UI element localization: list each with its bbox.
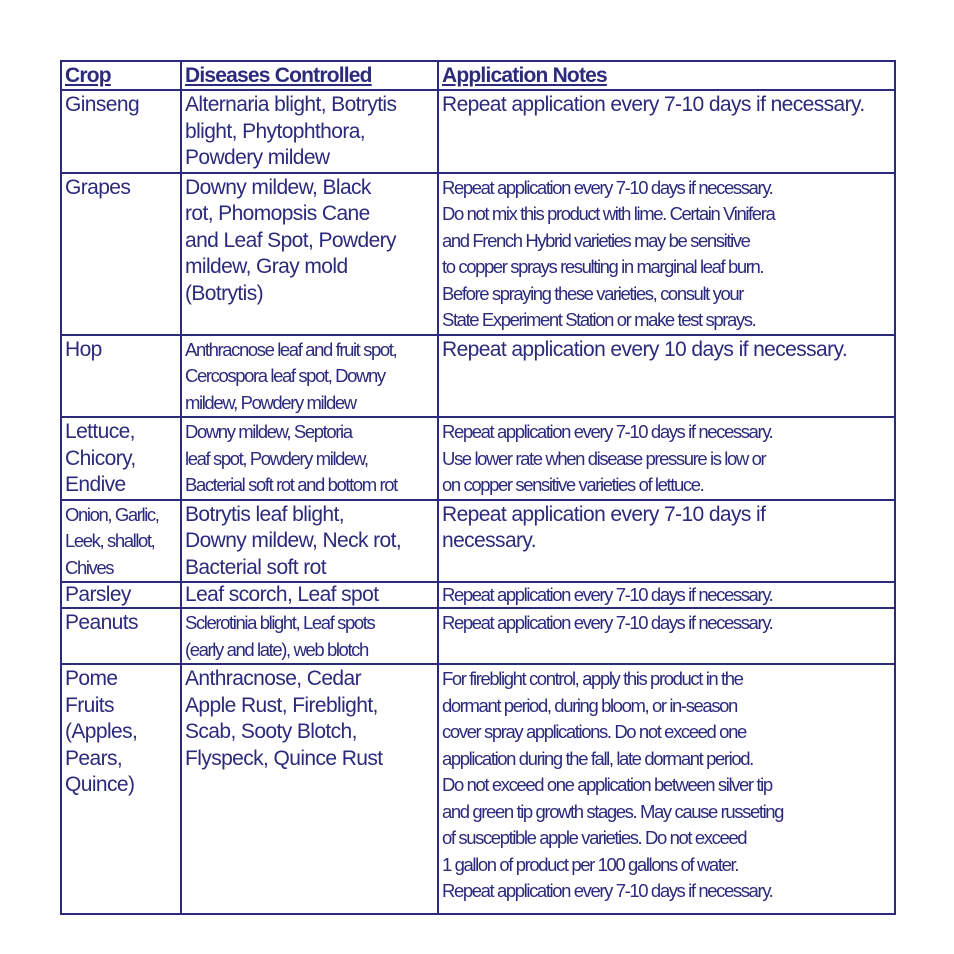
crop-cell: Parsley [61,582,181,608]
notes-cell: Repeat application every 7-10 days if necessary. [438,582,895,608]
table-header-row [61,61,895,90]
column-header-crop: Crop [61,61,181,90]
table-row [61,500,895,583]
column-header-diseases: Diseases Controlled [181,61,438,90]
table-row [61,608,895,664]
diseases-cell: Leaf scorch, Leaf spot [181,582,438,608]
crop-cell: Lettuce, Chicory, Endive [61,417,181,500]
diseases-cell: Downy mildew, Black rot, Phomopsis Cane and Leaf Spot, Powdery mildew, Gray mold (Botrytis) [181,173,438,335]
notes-cell: Repeat application every 7-10 days if necessary. Do not mix this product with lime. Certain Vinifera and French Hybrid varieties may be sensitive to copper sprays resulting in marginal leaf burn. Before spraying these varieties, consult your State Experiment Station or make test sprays. [438,173,895,335]
crop-cell: Grapes [61,173,181,335]
diseases-cell: Botrytis leaf blight, Downy mildew, Neck rot, Bacterial soft rot [181,500,438,583]
crop-cell: Pome Fruits (Apples, Pears, Quince) [61,664,181,914]
table-row [61,582,895,608]
column-header-notes: Application Notes [438,61,895,90]
diseases-cell: Sclerotinia blight, Leaf spots (early and late), web blotch [181,608,438,664]
crop-cell: Onion, Garlic, Leek, shallot, Chives [61,500,181,583]
notes-cell: For fireblight control, apply this product in the dormant period, during bloom, or in-season cover spray applications. Do not exceed one application during the fall, late dormant period. Do not exceed one application between silver tip and green tip growth stages. May cause russeting of susceptible apple varieties. Do not exceed 1 gallon of product per 100 gallons of water. Repeat application every 7-10 days if necessary. [438,664,895,914]
crop-cell: Ginseng [61,90,181,173]
notes-cell: Repeat application every 7-10 days if necessary. [438,500,895,583]
table-row [61,417,895,500]
diseases-cell: Alternaria blight, Botrytis blight, Phytophthora, Powdery mildew [181,90,438,173]
diseases-cell: Anthracnose, Cedar Apple Rust, Fireblight, Scab, Sooty Blotch, Flyspeck, Quince Rust [181,664,438,914]
crop-cell: Hop [61,335,181,418]
diseases-cell: Anthracnose leaf and fruit spot, Cercospora leaf spot, Downy mildew, Powdery mildew [181,335,438,418]
table-row [61,335,895,418]
notes-cell: Repeat application every 7-10 days if necessary. [438,608,895,664]
crop-cell: Peanuts [61,608,181,664]
table-row [61,90,895,173]
table-row [61,664,895,914]
diseases-cell: Downy mildew, Septoria leaf spot, Powdery mildew, Bacterial soft rot and bottom rot [181,417,438,500]
notes-cell: Repeat application every 7-10 days if necessary. Use lower rate when disease pressure is low or on copper sensitive varieties of lettuce. [438,417,895,500]
notes-cell: Repeat application every 7-10 days if necessary. [438,90,895,173]
crop-disease-table [60,60,896,915]
table-row [61,173,895,335]
notes-cell: Repeat application every 10 days if necessary. [438,335,895,418]
